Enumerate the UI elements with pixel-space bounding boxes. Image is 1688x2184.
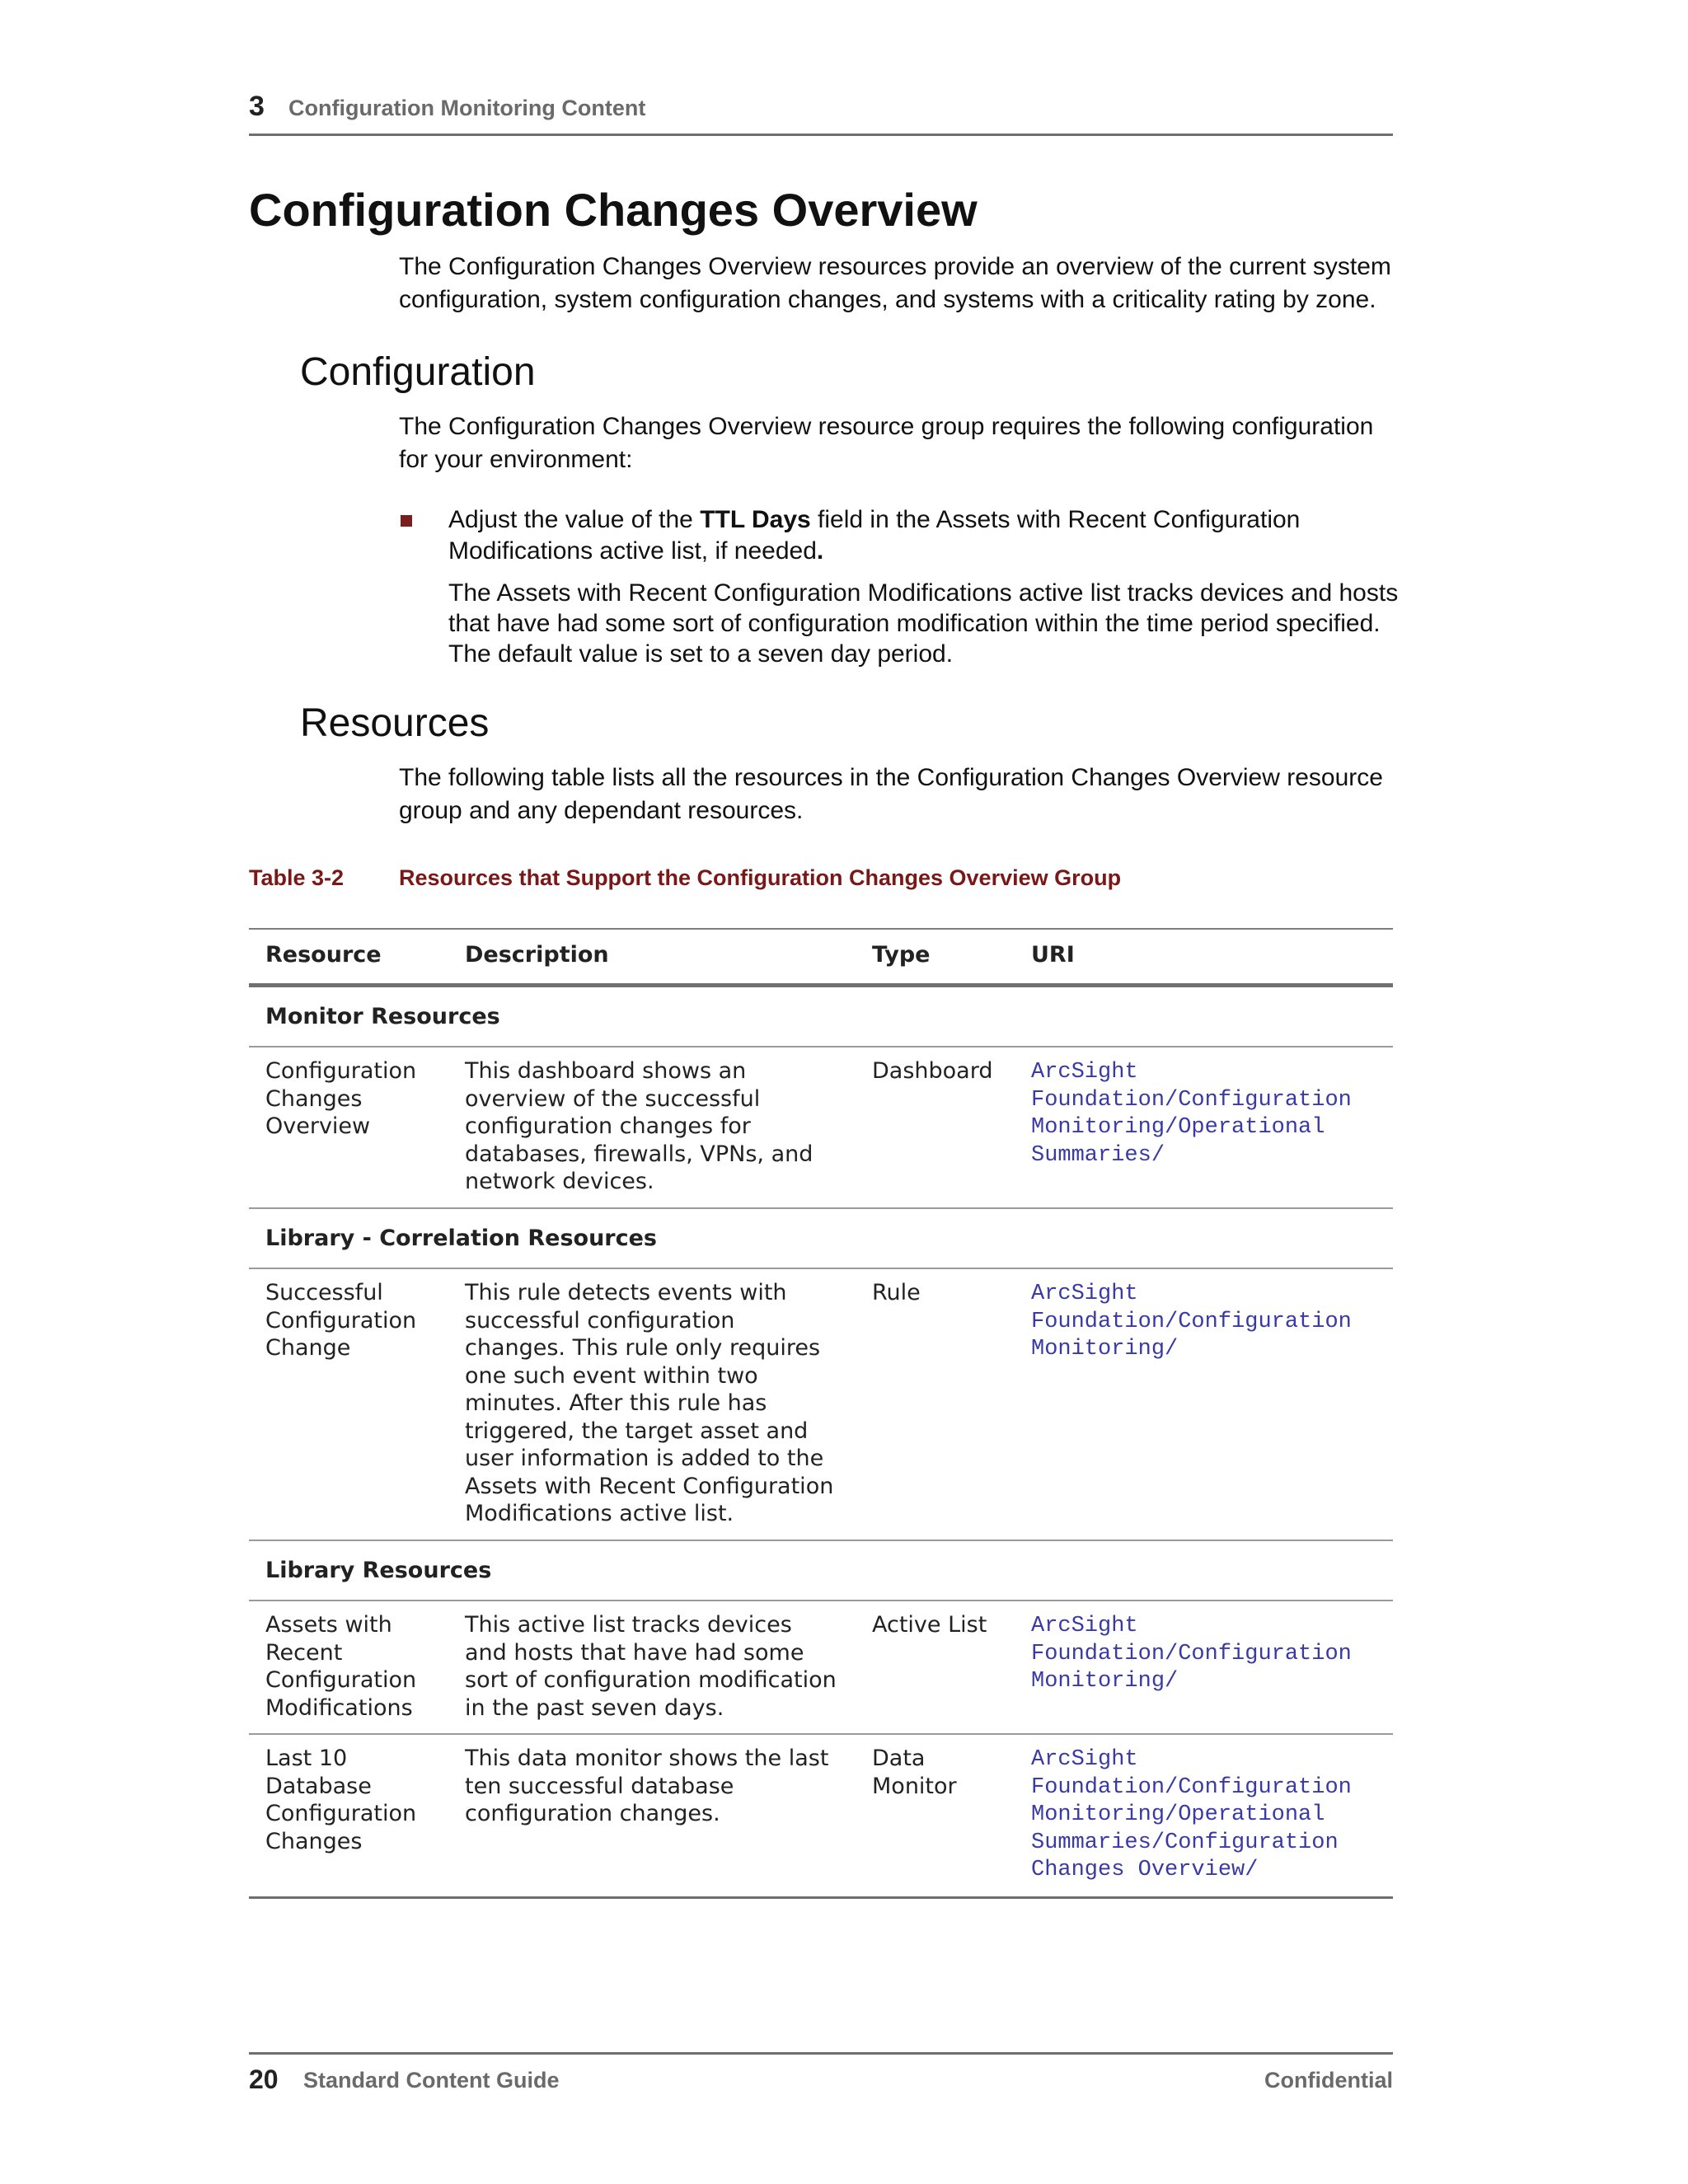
document-title: Standard Content Guide [303,2068,560,2093]
table-caption-text: Resources that Support the Configuration Changes Overview Group [399,865,1122,890]
resource-description: This data monitor shows the last ten successful database configuration changes. [448,1734,856,1897]
group-row [249,985,1393,1047]
resource-uri: ArcSight Foundation/Configuration Monitoring/ [1015,1601,1393,1734]
group-title: Library Resources [249,1540,1393,1601]
table-header-row [249,929,1393,985]
column-header-uri: URI [1015,929,1393,985]
resource-uri: ArcSight Foundation/Configuration Monitoring/ [1015,1268,1393,1540]
group-row [249,1540,1393,1601]
resources-paragraph: The following table lists all the resources in the Configuration Changes Overview resource group and any dependant resources. [399,764,1383,824]
chapter-title: Configuration Monitoring Content [288,96,646,120]
resource-name: Assets with Recent Configuration Modifications [249,1601,448,1734]
group-row [249,1208,1393,1269]
ttl-days-field-name: TTL Days [700,506,811,533]
column-header-description: Description [448,929,856,985]
resource-type: Active List [856,1601,1015,1734]
table-row [249,1601,1393,1734]
resource-type: Data Monitor [856,1734,1015,1897]
column-header-type: Type [856,929,1015,985]
chapter-number: 3 [249,91,265,122]
group-title: Monitor Resources [249,985,1393,1047]
table-row [249,1734,1393,1897]
resource-uri: ArcSight Foundation/Configuration Monitoring/Operational Summaries/Configuration Changes Overview/ [1015,1734,1393,1897]
page-number: 20 [249,2064,279,2094]
resource-description: This dashboard shows an overview of the successful configuration changes for databases, firewalls, VPNs, and network devices. [448,1047,856,1208]
resource-uri: ArcSight Foundation/Configuration Monitoring/Operational Summaries/ [1015,1047,1393,1208]
bullet-text: Adjust the value of the TTL Days field in the Assets with Recent Configuration Modifications active list, if needed. [448,506,1301,565]
resource-description: This rule detects events with successful configuration changes. This rule only requires one such event within two minutes. After this rule has triggered, the target asset and user information is added to the Assets with Recent Configuration Modifications active list. [448,1268,856,1540]
configuration-heading: Configuration [300,350,536,394]
running-header [249,87,1393,136]
page-title: Configuration Changes Overview [249,184,978,236]
resources-table [249,928,1393,1899]
resource-description: This active list tracks devices and hosts that have had some sort of configuration modification in the past seven days. [448,1601,856,1734]
configuration-paragraph: The Configuration Changes Overview resource group requires the following configuration for your environment: [399,413,1374,473]
resource-type: Rule [856,1268,1015,1540]
table-row [249,1268,1393,1540]
intro-paragraph: The Configuration Changes Overview resources provide an overview of the current system configuration, system configuration changes, and systems with a criticality rating by zone. [399,253,1391,313]
running-footer [249,2052,1393,2094]
column-header-resource: Resource [249,929,448,985]
resource-name: Last 10 Database Configuration Changes [249,1734,448,1897]
resources-heading: Resources [300,701,490,745]
bullet-square-icon [401,515,412,527]
bullet-detail: The Assets with Recent Configuration Modifications active list tracks devices and hosts that have had some sort of configuration modification within the time period specified. The default value is set to a seven day period. [448,579,1399,668]
group-title: Library - Correlation Resources [249,1208,1393,1269]
table-caption-label: Table 3-2 [249,865,345,890]
classification-label: Confidential [1264,2068,1393,2093]
resource-name: Successful Configuration Change [249,1268,448,1540]
table-row [249,1047,1393,1208]
resource-name: Configuration Changes Overview [249,1047,448,1208]
resource-type: Dashboard [856,1047,1015,1208]
